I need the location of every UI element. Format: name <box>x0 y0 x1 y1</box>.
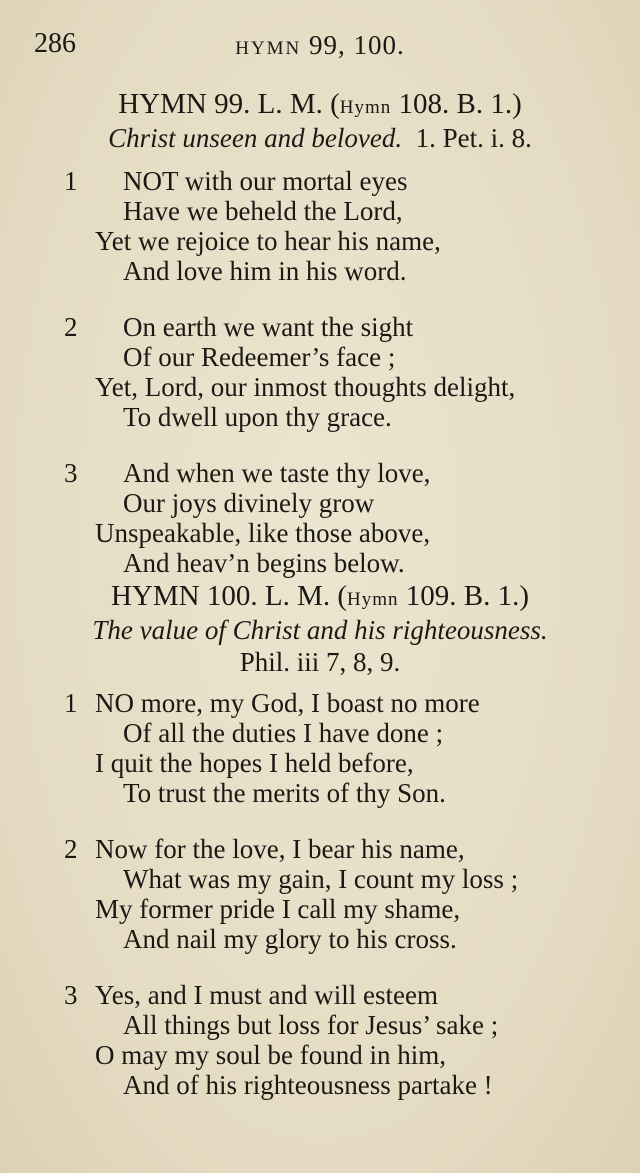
hymn-title-hymn-word: Hymn <box>339 97 392 118</box>
stanza-number: 2 <box>64 834 78 864</box>
verse-line: I quit the hopes I held before, <box>95 748 414 778</box>
verse-line: NO more, my God, I boast no more <box>95 688 480 718</box>
stanza-2 <box>0 834 640 954</box>
verse-line: Unspeakable, like those above, <box>95 518 431 548</box>
stanza-2 <box>0 312 640 432</box>
verse-line: Yet we rejoice to hear his name, <box>95 226 441 256</box>
hymn-subtitle-italic: The value of Christ and his righteousness. <box>92 615 548 645</box>
verse-line: Our joys divinely grow <box>123 488 375 518</box>
verse-line: All things but loss for Jesus’ sake ; <box>123 1010 499 1040</box>
page-header <box>0 28 640 68</box>
verse-line: Yet, Lord, our inmost thoughts delight, <box>95 372 516 402</box>
stanza-3 <box>0 458 640 578</box>
hymn-subtitle-italic: Christ unseen and beloved. <box>108 123 403 153</box>
stanza-3 <box>0 980 640 1100</box>
hymn-title-main: HYMN 100. L. M. ( <box>110 580 348 612</box>
scripture-reference: Phil. iii 7, 8, 9. <box>239 647 401 677</box>
verse-line: NOT with our mortal eyes <box>123 166 408 196</box>
hymn-title <box>0 86 640 122</box>
stanza-1 <box>0 688 640 808</box>
verse-line: My former pride I call my shame, <box>95 894 461 924</box>
verse-line: O may my soul be found in him, <box>95 1040 446 1070</box>
verse-line: Of all the duties I have done ; <box>123 718 444 748</box>
stanza-number: 1 <box>64 166 78 196</box>
hymn-title-tail: 108. B. 1.) <box>391 88 522 120</box>
running-head-numbers: 99, 100. <box>309 30 405 60</box>
stanza-number: 1 <box>64 688 78 718</box>
verse-line: On earth we want the sight <box>123 312 414 342</box>
verse-line: To dwell upon thy grace. <box>123 402 392 432</box>
verse-line: What was my gain, I count my loss ; <box>123 864 519 894</box>
stanza-1 <box>0 166 640 286</box>
hymn-title-tail: 109. B. 1.) <box>398 580 530 612</box>
verse-line: Of our Redeemer’s face ; <box>123 342 396 372</box>
scripture-reference: 1. Pet. i. 8. <box>415 123 532 153</box>
running-head-word: HYMN <box>235 38 302 59</box>
hymn-100 <box>0 578 640 1126</box>
verse-line: And when we taste thy love, <box>123 458 431 488</box>
running-head <box>0 30 640 61</box>
hymn-subtitle <box>0 122 640 154</box>
verse-line: Have we beheld the Lord, <box>123 196 403 226</box>
verse-line: Now for the love, I bear his name, <box>95 834 465 864</box>
hymn-99 <box>0 86 640 604</box>
verse-line: And nail my glory to his cross. <box>123 924 457 954</box>
page-number: 286 <box>34 28 76 59</box>
stanza-number: 2 <box>64 312 78 342</box>
hymn-title <box>0 578 640 614</box>
hymn-title-hymn-word: Hymn <box>347 589 399 610</box>
verse-line: To trust the merits of thy Son. <box>123 778 446 808</box>
hymn-subtitle <box>0 614 640 646</box>
hymn-title-main: HYMN 99. L. M. ( <box>118 88 340 120</box>
verse-line: And heav’n begins below. <box>123 548 405 578</box>
stanza-number: 3 <box>64 458 78 488</box>
verse-line: And of his righteousness partake ! <box>123 1070 493 1100</box>
verse-line: And love him in his word. <box>123 256 407 286</box>
verse-line: Yes, and I must and will esteem <box>95 980 438 1010</box>
stanza-number: 3 <box>64 980 78 1010</box>
